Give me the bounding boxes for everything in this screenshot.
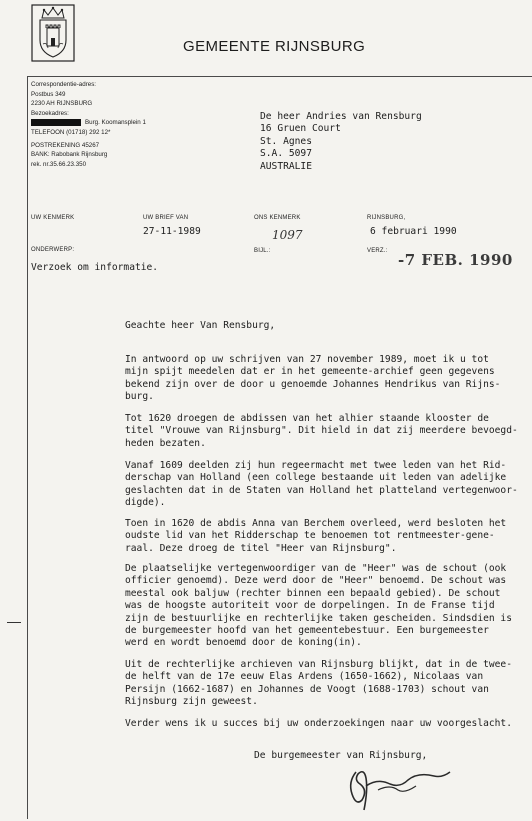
postbus: Postbus 349	[31, 90, 66, 98]
verz-label: VERZ.:	[367, 248, 388, 254]
verz-date-stamp: -7 FEB. 1990	[398, 251, 513, 269]
plaats-date: 6 februari 1990	[370, 226, 457, 237]
municipality-title: GEMEENTE RIJNSBURG	[183, 38, 366, 55]
paragraph-2: Tot 1620 droegen de abdissen van het alhier staande klooster de titel "Vrouwe van Rijnsburg". Dit hield in dat zij meerdere bevoegd- heden bezaten.	[125, 413, 518, 449]
salutation: Geachte heer Van Rensburg,	[125, 320, 276, 331]
visit-address-row	[31, 118, 201, 128]
recipient-line: St. Agnes	[260, 135, 312, 147]
bank: BANK: Rabobank Rijnsburg	[31, 151, 108, 159]
sender-block	[31, 80, 201, 169]
paragraph-3: Vanaf 1609 deelden zij hun regeermacht met twee leden van het Rid- derschap van Holland (een college bestaande uit leden van adelijke geslachten dat in de Staten van Holland het platteland vertegenwoor- digde).	[125, 460, 518, 509]
paragraph-4: Toen in 1620 de abdis Anna van Berchem overleed, werd besloten het oudste lid van het Ridderschap te benoemen tot rentmeester-gene- raal. Deze droeg de titel "Heer van Rijnsburg".	[125, 518, 507, 554]
header-rule	[27, 76, 532, 77]
paragraph-7: Verder wens ik u succes bij uw onderzoekingen naar uw voorgeslacht.	[125, 718, 512, 729]
recipient-line: De heer Andries van Rensburg	[260, 111, 422, 122]
correspondence-label: Correspondentie-adres:	[31, 81, 97, 88]
paragraph-1: In antwoord op uw schrijven van 27 november 1989, moet ik u tot mijn spijt meedelen dat er in het gemeente-archief geen gegevens bekend zijn over de door u genoemde Johannes Hendrikus van Rijns- burg.	[125, 354, 501, 403]
recipient-address	[260, 111, 422, 173]
recipient-line: S.A. 5097	[260, 148, 312, 160]
bank-account: rek. nr.35.66.23.350	[31, 160, 87, 168]
visit-address: Burg. Koomansplein 1	[85, 119, 146, 127]
uw-kenmerk-label: UW KENMERK	[31, 215, 75, 221]
paragraph-5: De plaatselijke vertegenwoordiger van de "Heer" was de schout (ook officier genoemd). Deze werd door de "Heer" benoemd. De schout was meestal ook baljuw (rechter binnen een bepaald gebied). De schout was de hoogste autoriteit voor de dorpelingen. In de Franse tijd zijn de bestuurlijke en rechterlijke taken gescheiden. Sindsdien is de burgemeester hoofd van het gemeentebestuur. Een burgemeester werd en wordt benoemd door de koning(in).	[125, 563, 512, 649]
recipient-line: AUSTRALIE	[260, 160, 312, 172]
recipient-line: 16 Gruen Court	[260, 123, 341, 135]
telefoon: TELEFOON (01718) 292 12*	[31, 128, 111, 136]
postrekening: POSTREKENING 45267	[31, 141, 100, 149]
plaats-label: RIJNSBURG,	[367, 215, 406, 221]
onderwerp-value: Verzoek om informatie.	[31, 262, 159, 273]
onderwerp-label: ONDERWERP:	[31, 247, 75, 253]
uw-brief-label: UW BRIEF VAN	[143, 215, 189, 221]
signature-icon	[338, 760, 458, 816]
fold-mark	[7, 622, 21, 623]
postcode-city: 2230 AH RIJNSBURG	[31, 100, 93, 108]
left-margin-rule	[27, 76, 28, 819]
paragraph-6: Uit de rechterlijke archieven van Rijnsburg blijkt, dat in de twee- de helft van de 17e eeuw Elas Ardens (1650-1662), Nicolaas van Persijn (1662-1687) en Johannes de Voogt (1688-1703) schout van Rijnsburg zijn geweest.	[125, 659, 512, 708]
ons-kenmerk-value: 1097	[272, 228, 303, 242]
visit-label: Bezoekadres:	[31, 109, 69, 117]
closing: De burgemeester van Rijnsburg,	[254, 750, 428, 761]
uw-brief-value: 27-11-1989	[143, 226, 201, 237]
coat-of-arms-icon	[31, 4, 75, 62]
ons-kenmerk-label: ONS KENMERK	[254, 215, 301, 221]
bijl-label: BIJL.:	[254, 248, 271, 254]
redaction-bar	[31, 119, 81, 126]
